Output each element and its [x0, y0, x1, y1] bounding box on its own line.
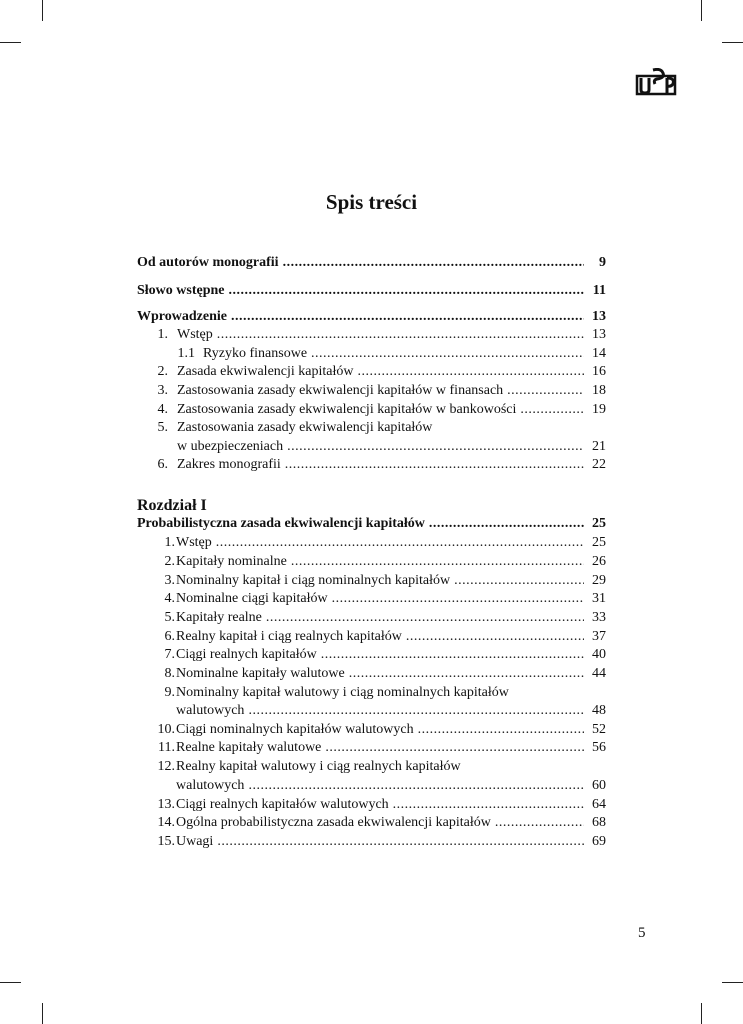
- toc-entry-page: 13: [592, 327, 606, 342]
- toc-subentry: [137, 795, 606, 814]
- toc-entry-page: 29: [592, 573, 606, 588]
- toc-entry: [137, 281, 606, 300]
- toc-entry-title: Realny kapitał walutowy i ciąg realnych kapitałów: [176, 759, 461, 774]
- toc-entry-number: 4.: [157, 402, 168, 417]
- toc-subentry: [137, 645, 606, 664]
- toc-entry: [137, 307, 606, 326]
- toc-subentry-continued: [137, 437, 606, 456]
- dot-leader: [229, 281, 584, 300]
- toc-entry-number: 1.1: [177, 346, 195, 361]
- toc-entry-title: Zastosowania zasady ekwiwalencji kapitałów: [177, 420, 433, 435]
- toc-entry-title: walutowych: [176, 778, 245, 793]
- dot-leader: [217, 325, 584, 344]
- toc-entry-title: Zastosowania zasady ekwiwalencji kapitałów w finansach: [177, 383, 504, 398]
- toc-entry-page: 68: [592, 815, 606, 830]
- toc-entry-page: 18: [592, 383, 606, 398]
- toc-entry-number: 14.: [157, 815, 175, 830]
- toc-subentry: [137, 325, 606, 344]
- dot-leader: [266, 608, 584, 627]
- toc-entry-title: Nominalne kapitały walutowe: [176, 666, 345, 681]
- toc-entry-title: Nominalne ciągi kapitałów: [176, 591, 328, 606]
- toc-entry-title: Zasada ekwiwalencji kapitałów: [177, 364, 354, 379]
- toc-entry-number: 2.: [157, 364, 168, 379]
- toc-subentry: [137, 533, 606, 552]
- toc-subentry: [137, 608, 606, 627]
- toc-entry-number: 3.: [157, 383, 168, 398]
- toc-entry-title: w ubezpieczeniach: [177, 439, 284, 454]
- toc-entry-page: 48: [592, 703, 606, 718]
- crop-mark: [42, 1003, 43, 1024]
- dot-leader: [248, 776, 584, 795]
- toc-entry-page: 14: [592, 346, 606, 361]
- toc-entry-number: 8.: [164, 666, 175, 681]
- dot-leader: [325, 738, 584, 757]
- dot-leader: [291, 552, 584, 571]
- toc-entry-number: 12.: [157, 759, 175, 774]
- toc-entry-title: Ciągi realnych kapitałów: [176, 647, 317, 662]
- toc-entry-number: 15.: [157, 834, 175, 849]
- toc-entry-number: 13.: [157, 797, 175, 812]
- dot-leader: [248, 701, 584, 720]
- toc-subentry: [137, 757, 606, 776]
- crop-mark: [42, 0, 43, 21]
- toc-entry-page: 44: [592, 666, 606, 681]
- dot-leader: [429, 514, 584, 533]
- toc-entry-page: 26: [592, 554, 606, 569]
- toc-subentry: [137, 362, 606, 381]
- chapter-title-entry: [137, 514, 606, 533]
- toc-entry-number: 5.: [157, 420, 168, 435]
- toc-entry-page: 69: [592, 834, 606, 849]
- chapter-label: Rozdział I: [137, 497, 207, 514]
- toc-entry-title: Ciągi realnych kapitałów walutowych: [176, 797, 389, 812]
- crop-mark: [701, 0, 702, 21]
- toc-subentry: [137, 832, 606, 851]
- dot-leader: [357, 362, 584, 381]
- toc-entry-number: 6.: [157, 457, 168, 472]
- toc-entry-title: Probabilistyczna zasada ekwiwalencji kapitałów: [137, 516, 425, 531]
- dot-leader: [495, 813, 584, 832]
- toc-entry-title: Ciągi nominalnych kapitałów walutowych: [176, 722, 414, 737]
- toc-subentry: [137, 589, 606, 608]
- toc-entry-number: 10.: [157, 722, 175, 737]
- toc-entry-title: Słowo wstępne: [137, 283, 225, 298]
- toc-entry-page: 25: [592, 535, 606, 550]
- toc-subentry: [137, 552, 606, 571]
- dot-leader: [507, 381, 584, 400]
- toc-entry-page: 22: [592, 457, 606, 472]
- toc-entry-number: 1.: [164, 535, 175, 550]
- toc-entry-title: Wprowadzenie: [137, 309, 227, 324]
- page-number: 5: [638, 925, 646, 941]
- toc-entry-title: Zastosowania zasady ekwiwalencji kapitałów w bankowości: [177, 402, 517, 417]
- dot-leader: [216, 533, 584, 552]
- dot-leader: [332, 589, 584, 608]
- toc-subentry: [137, 455, 606, 474]
- crop-mark: [0, 982, 21, 983]
- toc-entry-title: Wstęp: [177, 327, 213, 342]
- toc-entry-page: 56: [592, 740, 606, 755]
- toc-entry-title: Od autorów monografii: [137, 255, 279, 270]
- toc-entry-title: Realny kapitał i ciąg realnych kapitałów: [176, 629, 402, 644]
- toc-entry-number: 9.: [164, 685, 175, 700]
- dot-leader: [285, 455, 584, 474]
- toc-entry-number: 6.: [164, 629, 175, 644]
- toc-entry-title: Zakres monografii: [177, 457, 281, 472]
- toc-entry-title: Realne kapitały walutowe: [176, 740, 322, 755]
- toc-subentry: [137, 813, 606, 832]
- toc-subentry: [137, 418, 606, 437]
- toc-entry-number: 7.: [164, 647, 175, 662]
- toc-entry-page: 19: [592, 402, 606, 417]
- dot-leader: [321, 645, 584, 664]
- dot-leader: [349, 664, 584, 683]
- toc-entry-page: 40: [592, 647, 606, 662]
- toc-entry-page: 9: [599, 255, 606, 270]
- crop-mark: [0, 42, 21, 43]
- toc-subentry: [137, 683, 606, 702]
- toc-entry-page: 16: [592, 364, 606, 379]
- toc-entry-title: walutowych: [176, 703, 245, 718]
- dot-leader: [231, 307, 584, 326]
- crop-mark: [701, 1003, 702, 1024]
- dot-leader: [520, 400, 584, 419]
- toc-entry-page: 33: [592, 610, 606, 625]
- toc-entry-number: 1.: [157, 327, 168, 342]
- toc-entry-title: Wstęp: [176, 535, 212, 550]
- crop-mark: [722, 42, 743, 43]
- toc-entry-number: 4.: [164, 591, 175, 606]
- dot-leader: [418, 720, 584, 739]
- toc-entry-page: 25: [592, 516, 606, 531]
- dot-leader: [406, 627, 584, 646]
- toc-subentry-continued: [137, 701, 606, 720]
- dot-leader: [217, 832, 584, 851]
- toc-subentry: [137, 344, 606, 363]
- toc-entry-title: Ryzyko finansowe: [203, 346, 308, 361]
- dot-leader: [287, 437, 584, 456]
- dot-leader: [454, 571, 584, 590]
- toc-entry: [137, 253, 606, 272]
- toc-entry-page: 60: [592, 778, 606, 793]
- toc-entry-title: Nominalny kapitał i ciąg nominalnych kapitałów: [176, 573, 451, 588]
- toc-entry-page: 21: [592, 439, 606, 454]
- toc-subentry: [137, 720, 606, 739]
- toc-entry-page: 37: [592, 629, 606, 644]
- toc-entry-title: Kapitały nominalne: [176, 554, 287, 569]
- toc-subentry: [137, 664, 606, 683]
- toc-entry-page: 31: [592, 591, 606, 606]
- toc-entry-page: 13: [592, 309, 606, 324]
- toc-entry-title: Nominalny kapitał walutowy i ciąg nominalnych kapitałów: [176, 685, 509, 700]
- toc-entry-title: Uwagi: [176, 834, 214, 849]
- toc-subentry: [137, 381, 606, 400]
- toc-subentry: [137, 571, 606, 590]
- toc-entry-page: 52: [592, 722, 606, 737]
- toc-entry-page: 64: [592, 797, 606, 812]
- toc-entry-number: 2.: [164, 554, 175, 569]
- dot-leader: [283, 253, 584, 272]
- toc-entry-title: Kapitały realne: [176, 610, 262, 625]
- publisher-logo: [635, 68, 679, 98]
- toc-entry-number: 5.: [164, 610, 175, 625]
- dot-leader: [393, 795, 584, 814]
- toc-subentry-continued: [137, 776, 606, 795]
- toc-entry-title: Ogólna probabilistyczna zasada ekwiwalencji kapitałów: [176, 815, 491, 830]
- page-title: Spis treści: [325, 190, 418, 214]
- toc-subentry: [137, 400, 606, 419]
- dot-leader: [311, 344, 584, 363]
- toc-subentry: [137, 738, 606, 757]
- crop-mark: [722, 982, 743, 983]
- toc-entry-page: 11: [592, 283, 606, 298]
- toc-entry-number: 3.: [164, 573, 175, 588]
- toc-entry-number: 11.: [158, 740, 175, 755]
- toc-subentry: [137, 627, 606, 646]
